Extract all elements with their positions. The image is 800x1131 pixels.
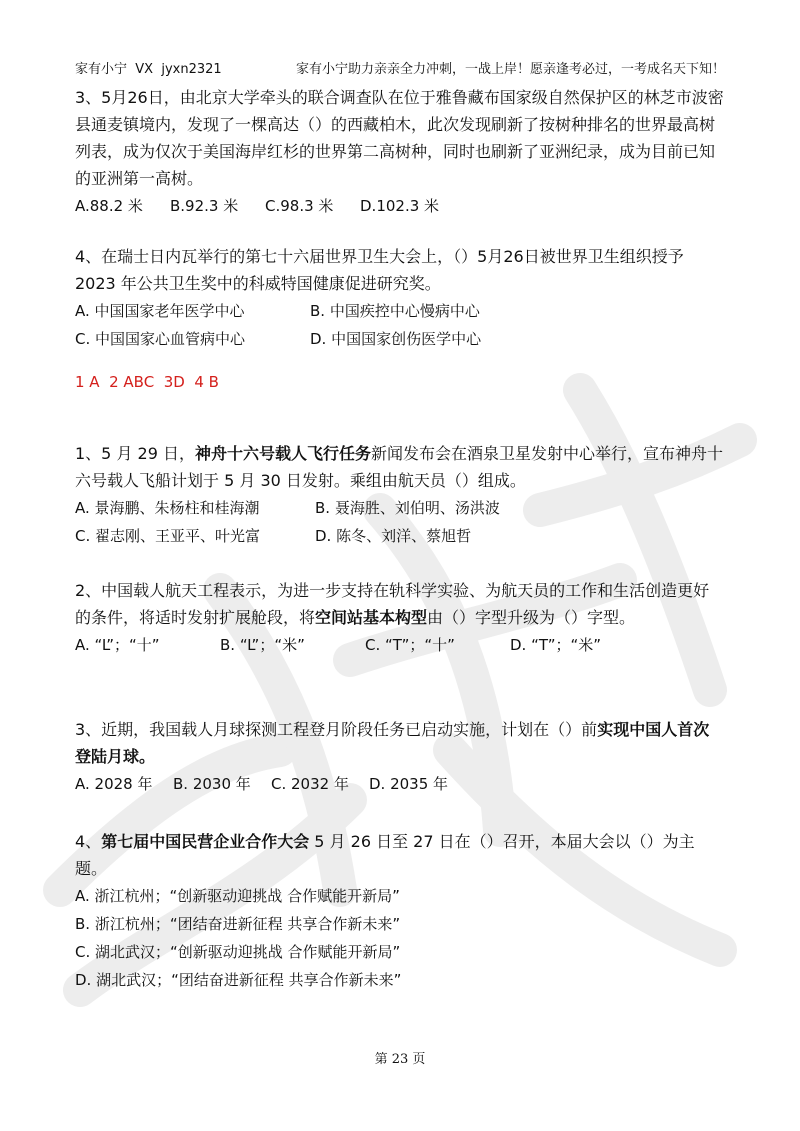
question-s2-q3 xyxy=(75,716,725,798)
options-row xyxy=(75,494,725,522)
option-a: A. 景海鹏、朱杨柱和桂海潮 xyxy=(75,499,260,517)
answer-key: 1 A 2 ABC 3D 4 B xyxy=(75,373,219,391)
option-b: B. “L”；“米” xyxy=(220,636,305,654)
question-text: 3、5月26日，由北京大学牵头的联合调查队在位于雅鲁藏布国家级自然保护区的林芝市波密县通麦镇境内，发现了一棵高达（）的西藏柏木，此次发现刷新了按树种排名的世界最高树列表，成为仅次于美国海岸红杉的世界第二高树种，同时也刷新了亚洲纪录，成为目前已知的亚洲第一高树。 xyxy=(75,88,724,188)
question-text: 4、在瑞士日内瓦举行的第七十六届世界卫生大会上，（）5月26日被世界卫生组织授予 2023 年公共卫生奖中的科威特国健康促进研究奖。 xyxy=(75,247,684,293)
header-left-text: 家有小宁 VX jyxn2321 xyxy=(75,62,222,77)
page-number: 第 23 页 xyxy=(374,1052,426,1067)
option-d: D. 湖北武汉；“团结奋进新征程 共享合作新未来” xyxy=(75,971,402,989)
options-row xyxy=(75,631,725,659)
option-d: D. 中国国家创伤医学中心 xyxy=(310,330,482,348)
options-row xyxy=(75,297,725,325)
options-row xyxy=(75,192,725,220)
question-pre: 2、中国载人航天工程表示，为进一步支持在轨科学实验、为航天员的工作和生活创造更好的条件，将适时发射扩展舱段，将 xyxy=(75,581,710,627)
question-s2-q4 xyxy=(75,828,725,994)
option-c: C. “T”；“十” xyxy=(365,636,455,654)
option-d: D. 2035 年 xyxy=(369,775,449,793)
option-c: C.98.3 米 xyxy=(265,197,334,215)
option-b: B. 2030 年 xyxy=(173,775,251,793)
options-row xyxy=(75,325,725,353)
question-s2-q2 xyxy=(75,577,725,659)
question-post: 新闻发布会在酒泉卫星发射中心举行，宣布神舟十六号载人飞船计划于 5 月 30 日发射。乘组由航天员（）组成。 xyxy=(75,444,724,490)
question-bold: 空间站基本构型 xyxy=(315,608,428,627)
option-b: B.92.3 米 xyxy=(170,197,239,215)
question-text xyxy=(75,716,725,770)
option-c: C. 2032 年 xyxy=(271,775,349,793)
option-a: A. 2028 年 xyxy=(75,775,153,793)
option-c: C. 湖北武汉；“创新驱动迎挑战 合作赋能开新局” xyxy=(75,943,401,961)
question-bold: 第七届中国民营企业合作大会 xyxy=(101,832,310,851)
question-pre: 1、5 月 29 日， xyxy=(75,444,195,463)
question-text xyxy=(75,440,725,494)
option-a: A. 中国国家老年医学中心 xyxy=(75,302,245,320)
option-d: D.102.3 米 xyxy=(360,197,440,215)
question-text xyxy=(75,577,725,631)
header-right-text: 家有小宁助力亲亲全力冲刺，一战上岸！愿亲逢考必过，一考成名天下知！ xyxy=(295,62,725,77)
question-bold: 实现中国人首次登陆月球。 xyxy=(75,720,710,766)
option-b: B. 浙江杭州；“团结奋进新征程 共享合作新未来” xyxy=(75,915,401,933)
question-s1-q4 xyxy=(75,243,725,353)
option-d: D. 陈冬、刘洋、蔡旭哲 xyxy=(315,527,472,545)
question-pre: 3、近期，我国载人月球探测工程登月阶段任务已启动实施，计划在（）前 xyxy=(75,720,598,739)
question-post: 5 月 26 日至 27 日在（）召开，本届大会以（）为主题。 xyxy=(75,832,695,878)
options-row xyxy=(75,770,725,798)
option-a: A. “L”；“十” xyxy=(75,636,160,654)
option-a: A.88.2 米 xyxy=(75,197,143,215)
option-b: B. 聂海胜、刘伯明、汤洪波 xyxy=(315,499,500,517)
option-c: C. 翟志刚、王亚平、叶光富 xyxy=(75,527,261,545)
options-row xyxy=(75,522,725,550)
option-a: A. 浙江杭州；“创新驱动迎挑战 合作赋能开新局” xyxy=(75,887,400,905)
option-c: C. 中国国家心血管病中心 xyxy=(75,330,246,348)
question-pre: 4、 xyxy=(75,832,102,851)
page-header xyxy=(75,58,725,78)
question-text xyxy=(75,828,725,882)
question-s2-q1 xyxy=(75,440,725,550)
question-bold: 神舟十六号载人飞行任务 xyxy=(194,444,371,463)
question-s1-q3 xyxy=(75,84,725,220)
option-d: D. “T”；“米” xyxy=(510,636,602,654)
question-post: 由（）字型升级为（）字型。 xyxy=(427,608,636,627)
option-b: B. 中国疾控中心慢病中心 xyxy=(310,302,480,320)
